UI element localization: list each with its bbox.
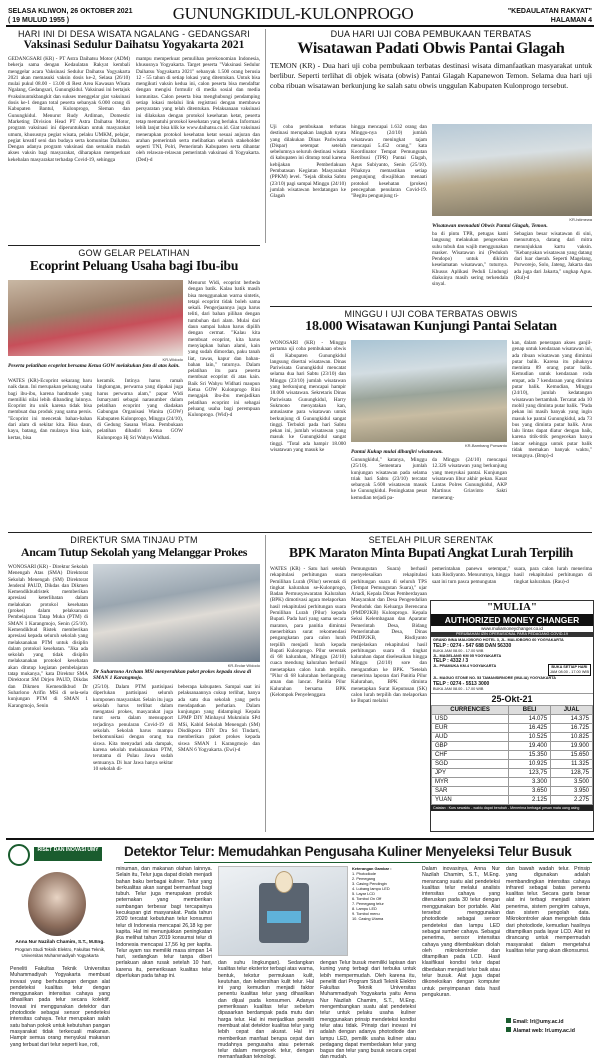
branch4-hours: BUKA JAM 08.00 - 17.00 WIB — [433, 686, 484, 691]
page-number: HALAMAN 4 — [550, 17, 592, 24]
contact-box — [506, 1018, 592, 1042]
a2-caption: Wisatawan memadati Obwis Pantai Glagah, Temon. — [432, 223, 548, 229]
rate-buy: 14.075 — [509, 714, 551, 723]
contact-email-text: Email: lri@umy.ac.id — [513, 1019, 564, 1025]
mulia-permit: PERUBAHAN IZIN OPERASIONAL PARA PEDAGANG COVID-19 — [431, 632, 593, 637]
rate-row — [432, 750, 593, 759]
a6-col1: WATES (KR) - Satu hari setelah rekapitulasi perhitungan suara Pemilihan Lurah (Pilur) serentak di tingkat kalurahan se-Kulonprogo, Badan Permusyawaratan Kalurahan (BPK) dimotivasi agara melaporkan hasil rekapitulasi perhitungan suara Pemilihan Lurah (Pilur) kepada Bupati. Pada hari yang sama secara maraton, para panitia dimintai menerbitkan surat rekomendasi pengangkatan para calon lurah terpilih menjadi lurah kepada Bupati Kulonprogo. Pilur serentak di 68 kalurahan, Minggu (24/10) cuaca mendung kalurahan berhasil menetapkan calon lurah terpilih. "Pilur di 68 kalurahan berlangsung aman dan lancar. Panitia Pilur Kalurahan bersama BPK (Kelompok Penyelenggara — [270, 566, 346, 698]
ad-headline: Detektor Telur: Memudahkan Pengusaha Kuliner Menyeleksi Telur Busuk — [124, 844, 572, 859]
branch3-address: JL. PRAMUKA KM.4 YOGYAKARTA — [433, 664, 497, 669]
ad-subrule — [124, 862, 592, 863]
masthead-right — [508, 7, 592, 25]
rate-sell: 19.900 — [551, 741, 593, 750]
rate-sell: 11.325 — [551, 759, 593, 768]
legend-item: 3. Casing Pendingin — [352, 881, 387, 886]
a3-col1: WATES (KR)-Ecoprint sekarang baru naik daun. Ini merupakan peluang usaha bagi ibu-ibu, karena handmade yang memiliki nilai lebih dibanding lainnya. Ecoprint itu unik karena tidak bisa membuat dua produk yang sama persis. "Ecoprint ini mencetak bahan-bahan dari alam di sekitar kita. Bisa daun, kayu, batang, dan mulanya bisa kain, kertas, bisa — [8, 378, 92, 441]
a4-photo — [351, 340, 507, 442]
a2-col1: Uji coba pembukaan terbatas destinasi merupakan langkah nyata yang dilakukan Dinas Pariwisata (Dispar) setempat setelah sebelumnya seluruh destinasi wisata di kabupaten ini ditutup total karena kebijakan Pemberlakuan Pembatasan Kegiatan Masyarakat (PPKM) level. "Sejak dibuka Sabtu (23/10) pagi sampai Minggu (24/10) jumlah wisatawan berdatangan ke Glagah — [270, 124, 346, 200]
a5-col3: beberapa kabupaten. Sampai saat ini pelaksanaannya cukup terlihat, hanya ada satu dua sekolah yang perlu mendapatkan perhatian. Dalam kunjungan yang didampingi Kepala LPMP DIY Minhayul Mukminin SPd MSi, Kabid Sekolah Menengah (SM) Disdikpora DIY Dra Sri Tindarti, memberikan paket prokes kepada siswa SMAN 1 Karangmojo dan SMAN 6 Yogyakarta. (Ewi)-d — [178, 684, 260, 753]
legend-item: 1. Photodiode — [352, 871, 377, 876]
a4-kicker: MINGGU I UJI COBA TERBATAS OBWIS — [344, 309, 518, 319]
rate-sell: 16.725 — [551, 723, 593, 732]
branch4-address: JL. MAGUO STONE NO. 53 TAMANSIRNORE (MULIA) YOGYAKARTA — [433, 675, 556, 680]
a4-col3: da Minggu (24/10) mencapai 12.326 wisatawan yang berkunjung yang menyukai pantai. Kunjungan wisatawan libur akhir pekan. Kasat Lantas Polres Gunungkidul, AKP Martinus Griavinto Sakti menerang- — [432, 457, 507, 501]
rate-currency: EUR — [432, 723, 509, 732]
a3-headline: Ecoprint Peluang Usaha bagi Ibu-ibu — [29, 258, 239, 273]
person-name: Anna Nur Nazilah Chamim, S.T., M.Eng. — [15, 940, 105, 945]
rates-header-sell: JUAL — [551, 705, 593, 714]
ad-banner: RISET DAN INOVASI UMY — [34, 847, 102, 861]
mulia-url: www.muliamoneychanger.co.id — [481, 626, 543, 631]
person-photo — [28, 872, 86, 936]
rate-currency: AUD — [432, 732, 509, 741]
a4-credit: KR-Bambang Purwanto — [464, 443, 507, 448]
branch1-hours: BUKA JAM 08.00 - 17.00 WIB — [433, 648, 484, 653]
a2-col3: ba di pintu TPR, petugas kami langsung melakukan pengecekan suhu tubuh dan wajib menggunakan masker. Wisatawan ini (Pedukuh Pendopo) untuk dikirim keselamatan wisatawan," tuturnya. Khusus Aplikasi Peduli Lindungi diakuinya masih sering terkendala sinyal. — [432, 231, 508, 288]
ad-col1: Peneliti Fakultas Teknik Universitas Muhammadiyah Yogyakarta membuat inovasi yang berhubungan dengan alat pendeteksi kualitas telur dengan menggunakan intensitas cahaya yang dihasilkan pada telur secara kolektif. Inovasi ini menggunakan detektor dan photodiode sebagai sensor pendeteksi intensitas cahaya. Telur merupakan salah satu bahan pokok untuk kebutuhan pangan masyarakat tidak terkecuali makanan. Hampir semua orang menyukai makanan yang terbuat dari telur seperti kue, roti, — [10, 966, 110, 1048]
paper-name: "KEDAULATAN RAKYAT" — [507, 8, 592, 15]
rate-currency: USD — [432, 714, 509, 723]
open-daily-text: BUKA SETIAP HARI — [551, 665, 588, 670]
open-daily-hours: JAM 08.00 - 17.00 WIB — [549, 670, 589, 675]
javanese-date: ( 19 MULUD 1955 ) — [8, 17, 70, 24]
a4-caption: Pantai Kukup mulai dibanjiri wisatawan. — [351, 449, 443, 455]
a2-bottom-rule — [270, 306, 592, 307]
a4-col1: WONOSARI (KR) - Minggu pertama uji coba pembukaan obwis di Kabupaten Gunungkidul langsung disertai wisatawan. Dinas Pariwisata Gunungkidul mencatat selama dua hari Sabtu (23/10) dan Minggu (23/10) jumlah wisatawan yang berkunjung mencapai hampir 18.000 wisatawan. Sekretaris Dinas Pariwisata Gunungkidul, Harry Sukmono menyatakan kan, antusiasme para wisatawan untuk berkunjung di Gunungkidul sangat tinggi. Terbukti pada hari Sabtu pekan ini, jumlah wisatawan yang masuk ke Gunungkidul sangat tinggi. "Total ada hampir 18.000 wisatawan yang masuk ke — [270, 340, 346, 454]
open-daily-badge — [548, 664, 591, 676]
legend-item: 7. Pemegang telur — [352, 901, 384, 906]
rate-sell: 3.950 — [551, 786, 593, 795]
rate-currency: SAR — [432, 786, 509, 795]
a2-col4: Sebagian besar wisatawan di sini, menurutnya, datang dari mitra menunjukkan kartu vaksin. "Kebanyakan wisatawan yang datang dari luar daerah. Seperti Magelang, Purworejo, Solo, Jateng, Jakarta dan ada juga dari Jakarta," ungkap Agus. (Rul)-d — [514, 231, 592, 282]
rate-buy: 10.525 — [509, 732, 551, 741]
a2-lead: TEMON (KR) - Dua hari uji coba pembukaan terbatas destinasi wisata dimanfaatkan masyarakat untuk berlibur. Seperti terlihat di objek wisata (obwis) Pantai Glagah Kapanewon Temon. Selama dua hari uji coba ribuan wisatawan berkunjung ke salah satu obwis unggulan Kabupaten Kulonprogo tersebut. — [270, 61, 592, 90]
rate-sell: 128,75 — [551, 768, 593, 777]
rate-buy: 15.350 — [509, 750, 551, 759]
legend-item: 8. Lampu LED — [352, 906, 377, 911]
a3-col2: keramik. Intinya harus ramah lingkungan, perwarna yang dipakai juga harus perwarna alam," papar Widi Ismaryanti sebagai narasumber dalam pelatihan ecoprint yang diadakan Gabungan Organisasi Wanita (GOW) Kabupaten Kulonprogo, Minggu (24/10), di Gedung Sasana Wiasa. Pembukaan pelatihan dihadiri Ketua GOW Kulonprogo Hj Sri Wahyu Widhati. — [97, 378, 183, 441]
a2-credit: KR-Istimewa — [569, 217, 592, 222]
a6-headline: BPK Maraton Minta Bupati Angkat Lurah Terpilih — [288, 545, 573, 560]
rate-currency: CHF — [432, 750, 509, 759]
rate-row — [432, 777, 593, 786]
rates-header-row — [432, 705, 593, 714]
masthead-title: GUNUNGKIDUL-KULONPROGO — [172, 4, 414, 23]
a5-col1: WONOSARI (KR) - Direktur Sekolah Menengah Atas (SMA) Direktorat Sekolah Menengah (SM) Direktorat Jenderal PAUD, Dikdas dan Dikmen Kemendikbudristek memberikan apresiasi keterlibatan dalam melakukan protokol kesehatan (prokes) dalam pelaksanaan Pembelajaran Tatap Muka (PTM) di SMAN 1 Karangmojo, Senin (25/10). Kemendikbud Ristek memberikan apresiasi kepada seluruh sekolah yang melaksanakan PTM untuk disiplin dalam protokol kesehatan. "Jika ada sekolah yang tidak disiplin melaksanakan protokol kesehatan akan ditutup kegiatan pembelajaran tatap mukanya," kata Direktur SMA Direktorat SM Dirjen PAUD, Dikdas dan Dikmen Kemendikbud Dr Suharlono Arifin MSi di sela-sela kunjungan PTM di SMAN 1 Karangmojo, Senin — [8, 564, 88, 709]
a4-headline: 18.000 Wisatawan Kunjungi Pantai Selatan — [305, 319, 557, 334]
mulia-title: AUTHORIZED MONEY CHANGER — [431, 614, 593, 626]
rate-row — [432, 723, 593, 732]
rate-currency: YUAN — [432, 795, 509, 804]
contact-email — [506, 1018, 592, 1027]
a6-kicker: SETELAH PILUR SERENTAK — [368, 535, 494, 545]
rate-row — [432, 786, 593, 795]
rate-buy: 3.300 — [509, 777, 551, 786]
legend-item: 2. Pemegang — [352, 876, 376, 881]
rates-header-currency: CURRENCIES — [432, 705, 509, 714]
a3-credit: KR-Widodo — [162, 357, 183, 362]
web-icon — [506, 1027, 511, 1032]
rate-buy: 10.925 — [509, 759, 551, 768]
a1-bottom-rule — [8, 245, 260, 246]
rates-body — [432, 714, 593, 804]
a1-kicker: HARI INI DI DESA WISATA NGALANG - GEDANGSARI — [17, 29, 250, 39]
rate-row — [432, 741, 593, 750]
rate-buy: 3.650 — [509, 786, 551, 795]
a1-headline: Vaksinasi Sedulur Daihatsu Yogyakarta 2021 — [23, 39, 245, 51]
device-lcd — [267, 911, 301, 923]
device-egg — [275, 871, 293, 893]
rates-header-buy: BELI — [509, 705, 551, 714]
a4-col2: Gunungkidul," katanya, Minggu (25/10). Sementara jumlah kunjungan wisatawan pada selama triak hari Sabtu (23/10) tercatat sebanyak 5.608 wisatawan masuk ke Gunungkidul. Peningkatan pesat kemudian terjadi pa- — [351, 457, 427, 501]
legend-item: 6. Tombol On Off — [352, 896, 382, 901]
a5-kicker: DIREKTUR SMA TINJAU PTM — [70, 535, 198, 545]
rate-currency: JPY — [432, 768, 509, 777]
ad-col4: dengan Telur busuk memiliki lapisan dan kuning yang terbagi dari terbuka untuk lebih mempermudah. Oleh karena itu, peneliti dari Program Studi Teknik Elektro Fakultas Teknik Universitas Muhammadiyah Yogyakarta yaitu Anna Nur Nazilah Chamim, S.T., M.Eng. mengembangkan suatu alat pendeteksi telur untuk pelaku usaha kuliner menggunakan prinsip mendeteksi kondisi telur atau tidak. Prinsip dari inovasi ini adalah dengan adanya photodiode dan lampu LED, pemilik usaha kuliner atau pedagang dapat membedakan telur yang bagus dan telur yang busuk secara cepat dan mudah. — [320, 960, 416, 1061]
rate-sell: 10.825 — [551, 732, 593, 741]
branch3-row — [433, 664, 591, 676]
branch1-address: GRAND INNA MALIOBORO HOTEL 3, JL. MALIOBORO 60 YOGYAKARTA — [433, 638, 564, 642]
umy-logo — [8, 844, 30, 866]
issue-date: SELASA KLIWON, 26 OKTOBER 2021 — [8, 8, 133, 15]
a2-headline: Wisatawan Padati Obwis Pantai Glagah — [297, 40, 565, 57]
rates-table — [431, 705, 593, 805]
rate-date: 25-Okt-21 — [431, 693, 593, 705]
mulia-ad — [430, 600, 594, 832]
masthead-rule — [6, 25, 594, 27]
contact-web — [506, 1027, 592, 1036]
rate-row — [432, 714, 593, 723]
rate-currency: SGD — [432, 759, 509, 768]
rate-sell: 15.650 — [551, 750, 593, 759]
a1-divider — [265, 29, 266, 243]
rate-row — [432, 732, 593, 741]
ad-col6: dan bawah wadah telur. Prinsip yang digunakan adalah membandingkan intensitas cahaya infrared sebagai batas penentu kualitas telur. Secara garis besar alat ini terbagi menjadi sistem penerima, sistem pengirim cahaya, dan sistem pengolah data. Mikrokontroler akan mengolah data dari photodiode, kemudian hasilnya ditampilkan pada layar LCD. Alat ini dirancang untuk mempermudah masyarakat dalam mengetahui kualitas telur yang akan dikonsumsi. — [506, 866, 590, 954]
mulia-branches — [431, 637, 593, 693]
rate-buy: 16.425 — [509, 723, 551, 732]
ad-col5: Dalam inovasinya, Anna Nur Nazilah Chamim, S.T., M.Eng. merancang suatu alat pendeteksi kualitas telur melalui analisis intensitas cahaya yang diteruskan pada 30 telur dengan menggunakan bor portable. Alat tersebut menggunakan photodiode sebagai sensor pendeteksi dan lampu LED sebagai sumber cahaya. Sebagai penerima, sensor intensitas cahaya yang ditembakkan diolah oleh mikrokontroler dan ditampilkan pada LCD. Hasil klasifikasi kondisi telur dapat dibedakan menjadi telur baik atau telur busuk. Alat juga dapat dikoneksikan dengan komputer untuk penyimpanan data hasil pengukuran. — [422, 866, 500, 998]
rate-sell: 14.375 — [551, 714, 593, 723]
a5-headline: Ancam Tutup Sekolah yang Melanggar Prokes — [20, 545, 248, 559]
legend-item: 10. Casing Utama — [352, 916, 384, 921]
mid-rule — [8, 532, 592, 533]
a5-col2: (25/10). Dalam PTM partisipasi diperlukan partisipasi seluruh komponen masyarakat. Selain itu juga sekolah harus terlibat dalam mengatasi prokes, masyarakat juga turut serta dalam mensupport terjadinya penularan Covid-19 di sekolah. Sekolah harus mampu berkomunikasi dengan orang tua siswa. Kita menyadari ada dampak, karena sekolah melaksanakan PTM, terutama di Pulau Jawa sudah semuanya. Di luar Jawa hanya sekitar 10 sekolah di- — [93, 684, 173, 772]
mulia-brand: "MULIA" — [486, 601, 538, 613]
a1-col2: mampu memperkuat pemulihan perekonomian Indonesia, khususnya Yogyakarta. Target peserta "Vaksinasi Sedulur Daihatsu Yogyakarta 2021" sebanyak 1.500 orang berusia 12 - 55 tahun di setiap lokasi yang ditentukan. Untuk bisa mengikuti vaksin kedua ini, calon peserta bisa mendaftar dengan mengisi formulir di media sosial dan media komunitas. Calon peserta bisa menghubungi pendamping setiap lokasi melalui link registrasi dengan membawa persyaratan yang telah ditentukan. Pelaksanaan vaksinasi ini dilakukan dengan protokol kesehatan ketat, peserta tetap mematuhi protokol kesehatan yang berlaku. Informasi lebih lanjut bisa klik ke www.daihatsu.co.id. Giat vaksinasi menerapkan protokol kesehatan ketat sesuai anjuran dan arahan pemerintah serta melibatkan seluruh stakeholder seperti TNI, Polri, Pemerintah Kabupaten serta dihantar oleh relawan-relawan pemerintah vaksinasi di Yogyakarta. (Ded)-d — [136, 56, 260, 163]
device-legend — [352, 866, 416, 956]
ad-col3: dan suhu lingkungan). Sedangkan kualitas telur eksterior terbagi atas warna, bentuk, tekstur permukaan kulit, keutuhan, dan kebersihan kulit telur. Hal ini yang kemudian menjadi faktor penentu kualitas telur yang dihasilkan dan dijual pada konsumen. Adanya pemeriksaan kualitas telur sebelum dipasarkan berdampak pada mutu dan harga telur. Hal ini menjadikan peneliti membuat alat detektor kualitas telur yang lebih cepat dan akurat. Hal ini memberikan manfaat berupa cepat dan mudahnya pengusaha atau peternak telur dalam mengecek telur, dengan memanfaatkan teknologi. — [218, 960, 315, 1061]
legend-item: 9. Tombol menu — [352, 911, 380, 916]
a1-col1: GEDANGSARI (KR) - PT Astra Daihatsu Motor (ADM) bekerja sama dengan Kedaulatan Rakyat kembali menggelar acara Vaksinasi Sedulur Daihatsu Yogyakarta 2021 akan memasuki vaksin dosis ke-2, Selasa (26/10) mulai pukul 08.00 - 13.00 di Rest Area Kawasan Wisata Ngalang, Gedangsari, Gunungkidul. Vaksinasi ini bertajuk #vaksinuntukbangkit dan sukses menggelar giat vaksinasi dosis ke-1 dengan total peserta sebanyak 6.000 orang di Kabupaten Bantul, Kulonprogo, Sleman dan Gunungkidul. Menurut Rudy Ardiman, Domestic Marketing Division Head PT Astra Daihatsu Motor, program vaksinasi ini diperuntukkan untuk masyarakat umum, khususnya pegiat wisata, pelaku UMKM, pelajar, pegiat kreatif seni dan budaya serta komunitas Daihatsu. Dengan adanya program vaksinasi dan semakin mudah akses vaksin bagi masyarakat, diharapkan memperkuat kekebalan masyarakat terhadap Covid-19, sehingga — [8, 56, 130, 163]
a5-credit: KR-Endar Widodo — [227, 663, 260, 668]
a3-caption: Peserta pelatihan ecoprint bersama Ketua GOW melakukan foto di atas kain. — [8, 363, 180, 369]
legend-list — [352, 871, 416, 921]
rate-buy: 123,75 — [509, 768, 551, 777]
branch2-phone: TELP : 4332 / 3 — [433, 658, 469, 665]
a3-photo — [8, 280, 183, 356]
a5-photo — [93, 564, 260, 662]
rate-buy: 2.125 — [509, 795, 551, 804]
legend-item: 5. Layar LCD — [352, 891, 375, 896]
a4-col4: kan, dalam penerapan akses ganjil-genap untuk kendaraan wisatawan ini, ada ribuan wisatawan yang dimintai putar balik. Karena itu pihaknya meminta 89 orang putar balik. Kemudian untuk kendaraan roda empat, ada 7 kendaraan yang diminta putar balik. Kemudian, Minggu (24/10), jumlah kedatangan wisatawan bertambah. Tercatat ada 10 mobil yang diminta putar balik. "Pada pekan ini masih banyak yang ingin masuk ke pantai Gunungkidul, ada 73 bus yang diminta putar balik. Arus lalu lintas dapat diatur dengan baik, karena titik-titik pengecekan hanya lancar sehingga untuk putar balik tidak memakan banyak waktu," terangnya. (Bmp)-d — [512, 340, 592, 460]
email-icon — [506, 1018, 511, 1023]
legend-item: 4. Lubang lampu LED — [352, 886, 390, 891]
branch4-phone: TELP : 0274 - 5513 3000 — [433, 680, 490, 687]
contact-web-text: Alamat web: lri.umy.ac.id — [513, 1027, 575, 1034]
a6-col2: Pemungutan Suara) berhasil menyelesaikan rekapitulasi perhitungan suara di seluruh TPS (Tempat Pemungutan Suara)," ujar Ariadi, Kepala Dinas Pemberdayaan Masyarakat dan Desa Pengendalian Penduduk dan Keluarga Berencana (PMDP2KB) Kulonprogo. Kepala Seksi Kelembagaan dan Aparatur Pemerintah Desa, Bidang Pemerintahan Desa, Dinas PMDP2KB, Risdiyanto menjelaskan rekapitulasi hasil perhitungan suara di tingkat kalurahan dapat diselesaikan hingga Minggu (24/10) sore dan mengaratkan ke BPK. "Setelah menerima laporan dari Panitia Pilur Kalurahan, BPK diminta menetapkan Surat Keputusan (SK) calon lurah terpilih dan melaporkan ke Bupati melalui — [351, 566, 427, 705]
a5-caption: Dr Suhartono Archam MSi menyerahkan paket prokes kepada siswa di SMAN 1 Karangmojo. — [93, 669, 252, 682]
a2-photo — [432, 124, 592, 216]
rate-row — [432, 768, 593, 777]
umy-ad — [6, 842, 594, 1061]
device-figure — [218, 866, 348, 956]
rate-sell: 2.275 — [551, 795, 593, 804]
ad-top-rule — [6, 838, 594, 840]
rate-sell: 3.500 — [551, 777, 593, 786]
masthead-date — [8, 7, 132, 25]
rate-currency: GBP — [432, 741, 509, 750]
rate-currency: MYR — [432, 777, 509, 786]
rate-row — [432, 759, 593, 768]
rates-footnote: Catatan : Kurs sewaktu - waktu dapat berubah - Menerima berbagai pesan mata uang asing — [431, 805, 593, 812]
rate-buy: 19.400 — [509, 741, 551, 750]
person-role: Program Studi Teknik Elektro, Fakultas Teknik, Universitas Muhammadiyah Yogyakarta — [14, 947, 106, 958]
branch1-phone: TELP : 0274 - 547 688 DAN 56330 — [433, 642, 512, 649]
a2-col2: hingga mencapai 1.632 orang dan Minggu-nya (24/10) jumlah wisatawan meningkat tajam mencapai 5.452 orang," kata Koordinator Tempat Pemungutan Retribusi (TPR) Pantai Glagah, Agus Subiyanto, Senin (25/10). Pihaknya memastikan setiap pengunjung diwajibkan menaati protokol kesehatan (prokes) pencegahan penularan Covid-19. "Begitu pengunjung ti- — [351, 124, 427, 200]
a6-col3: pemerintahan panewu setempat," kata Risdiyanto. Menurutnya, hingga saat ini turn pasca pemungutan — [432, 566, 510, 585]
a5-divider — [265, 535, 266, 832]
rate-row — [432, 795, 593, 804]
legend-title: Keterangan Gambar : — [352, 866, 392, 871]
a3-kicker: GOW GELAR PELATIHAN — [78, 248, 190, 258]
a6-col4: suara, para calon lurah menerima hasil rekapitulasi perhitungan di tingkat kalurahan. (Rau)-d — [514, 566, 592, 585]
branch2-address: JL. MAGELANG KM 05 YOGYAKARTA — [433, 653, 502, 658]
a3-col3: Menurut Widi, ecoprint berbeda dengan batik. Kalau batik masih bisa menggunakan warna sintetis, tetapi ecoprint tidak boleh sama sekali. Pengerjaannya juga harus teliti, dari bahan pilihan dengan tumbuhan dari alam. Mulai dari daun sampai bahan harus dipilih dengan cermat. "Kalau kita membuat ecoprint, kita harus menyiapkan bahan alami, kain yang sudah dimordan, paku tanah liat, tawas, kapur dan bahan-bahan lain," tuturnya. Dalam pelatihan itu para peserta membuat ecoprint di atas kain. Baik Sri Wahyu Widhati maupun Ketua GOW Kulonprogo Rini mengajak ibu-ibu menjadikan pelatihan ecoprint ini sebagai peluang usaha bagi perempuan Kulonprogo. (Wid)-d — [188, 280, 260, 419]
a2-kicker: DUA HARI UJI COBA PEMBUKAAN TERBATAS — [330, 29, 532, 39]
ad-col2: minuman, dan makanan olahan lainnya. Selain itu, Telur juga dapat diolah menjadi bahan baku berbagai kuliner. Telur yang berkualitas akan sangat bermanfaat bagi tubuh. Telur juga merupakan produk peternakan yang memberikan sumbangan terbesar bagi tercapainya kecukupan gizi masyarakat. Pada tahun 2020 tercatat kebutuhan telur konsumsi telur di Indonesia mencapai 26,18 kg per kapita. Hal ini menunjukkan peningkatan jika melihat tahun 2019 konsumsi telur di Indonesia mencapai 17,56 kg per kapita. Telur ayam ras memiliki masa simpan 14 hari, sedangkan telur tanpa diberi perlakuan akan rusak setelah 10 hari, karena itu, pemeriksaan kualitas telur diperlukan pada tahap ini. — [116, 866, 212, 980]
